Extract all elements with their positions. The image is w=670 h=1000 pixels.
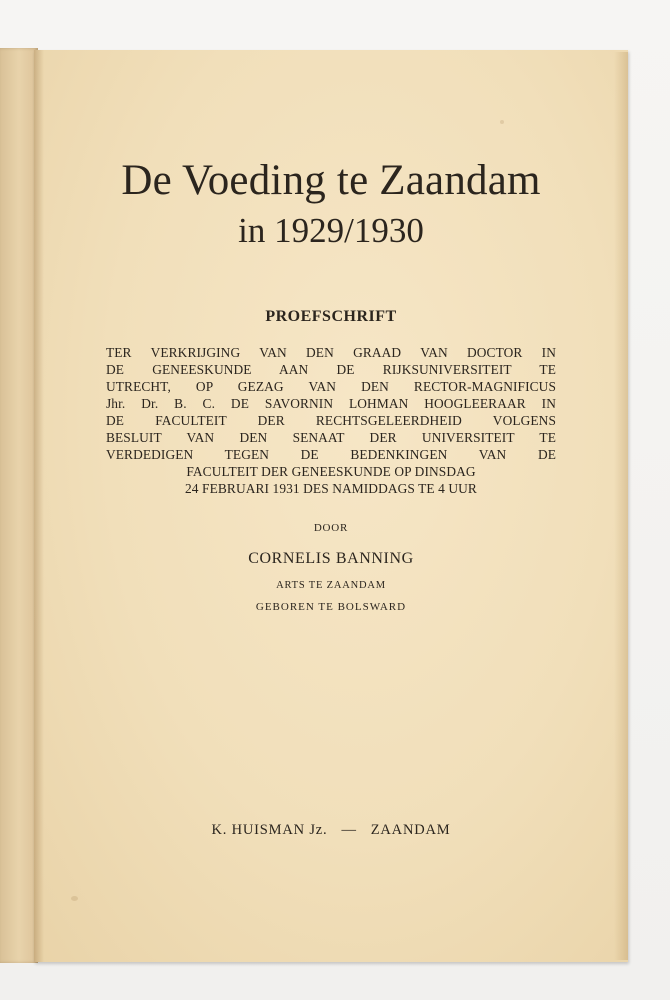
document-type: PROEFSCHRIFT <box>265 308 397 325</box>
description-line: 24 FEBRUARI 1931 DES NAMIDDAGS TE 4 UUR <box>185 481 477 496</box>
description-line: Jhr. Dr. B. C. DE SAVORNIN LOHMAN HOOGLEERAAR IN <box>106 396 556 411</box>
publisher-name: K. HUISMAN Jz. <box>211 822 328 838</box>
by-label: DOOR <box>313 522 349 534</box>
description-line: TER VERKRIJGING VAN DEN GRAAD VAN DOCTOR IN <box>106 345 556 360</box>
description-line: UTRECHT, OP GEZAG VAN DEN RECTOR-MAGNIFICUS <box>106 379 556 394</box>
book-subtitle: in 1929/1930 <box>238 211 424 250</box>
dissertation-description <box>106 344 556 497</box>
paper-foxing-spot <box>71 896 78 901</box>
author-role: ARTS TE ZAANDAM <box>276 580 386 591</box>
description-line: DE FACULTEIT DER RECHTSGELEERDHEID VOLGENS <box>106 413 556 428</box>
description-line: VERDEDIGEN TEGEN DE BEDENKINGEN VAN DE <box>106 447 556 462</box>
publisher-separator: — <box>341 822 357 838</box>
book-spine <box>0 48 38 963</box>
book-title: De Voeding te Zaandam <box>121 157 541 204</box>
publisher-line <box>34 822 628 839</box>
author-name: CORNELIS BANNING <box>248 550 414 567</box>
author-birthplace: GEBOREN TE BOLSWARD <box>255 601 407 613</box>
paper-foxing-spot <box>500 120 504 124</box>
description-line: DE GENEESKUNDE AAN DE RIJKSUNIVERSITEIT TE <box>106 362 556 377</box>
publisher-city: ZAANDAM <box>370 822 451 838</box>
description-line: FACULTEIT DER GENEESKUNDE OP DINSDAG <box>186 464 476 479</box>
description-line: BESLUIT VAN DEN SENAAT DER UNIVERSITEIT TE <box>106 430 556 445</box>
